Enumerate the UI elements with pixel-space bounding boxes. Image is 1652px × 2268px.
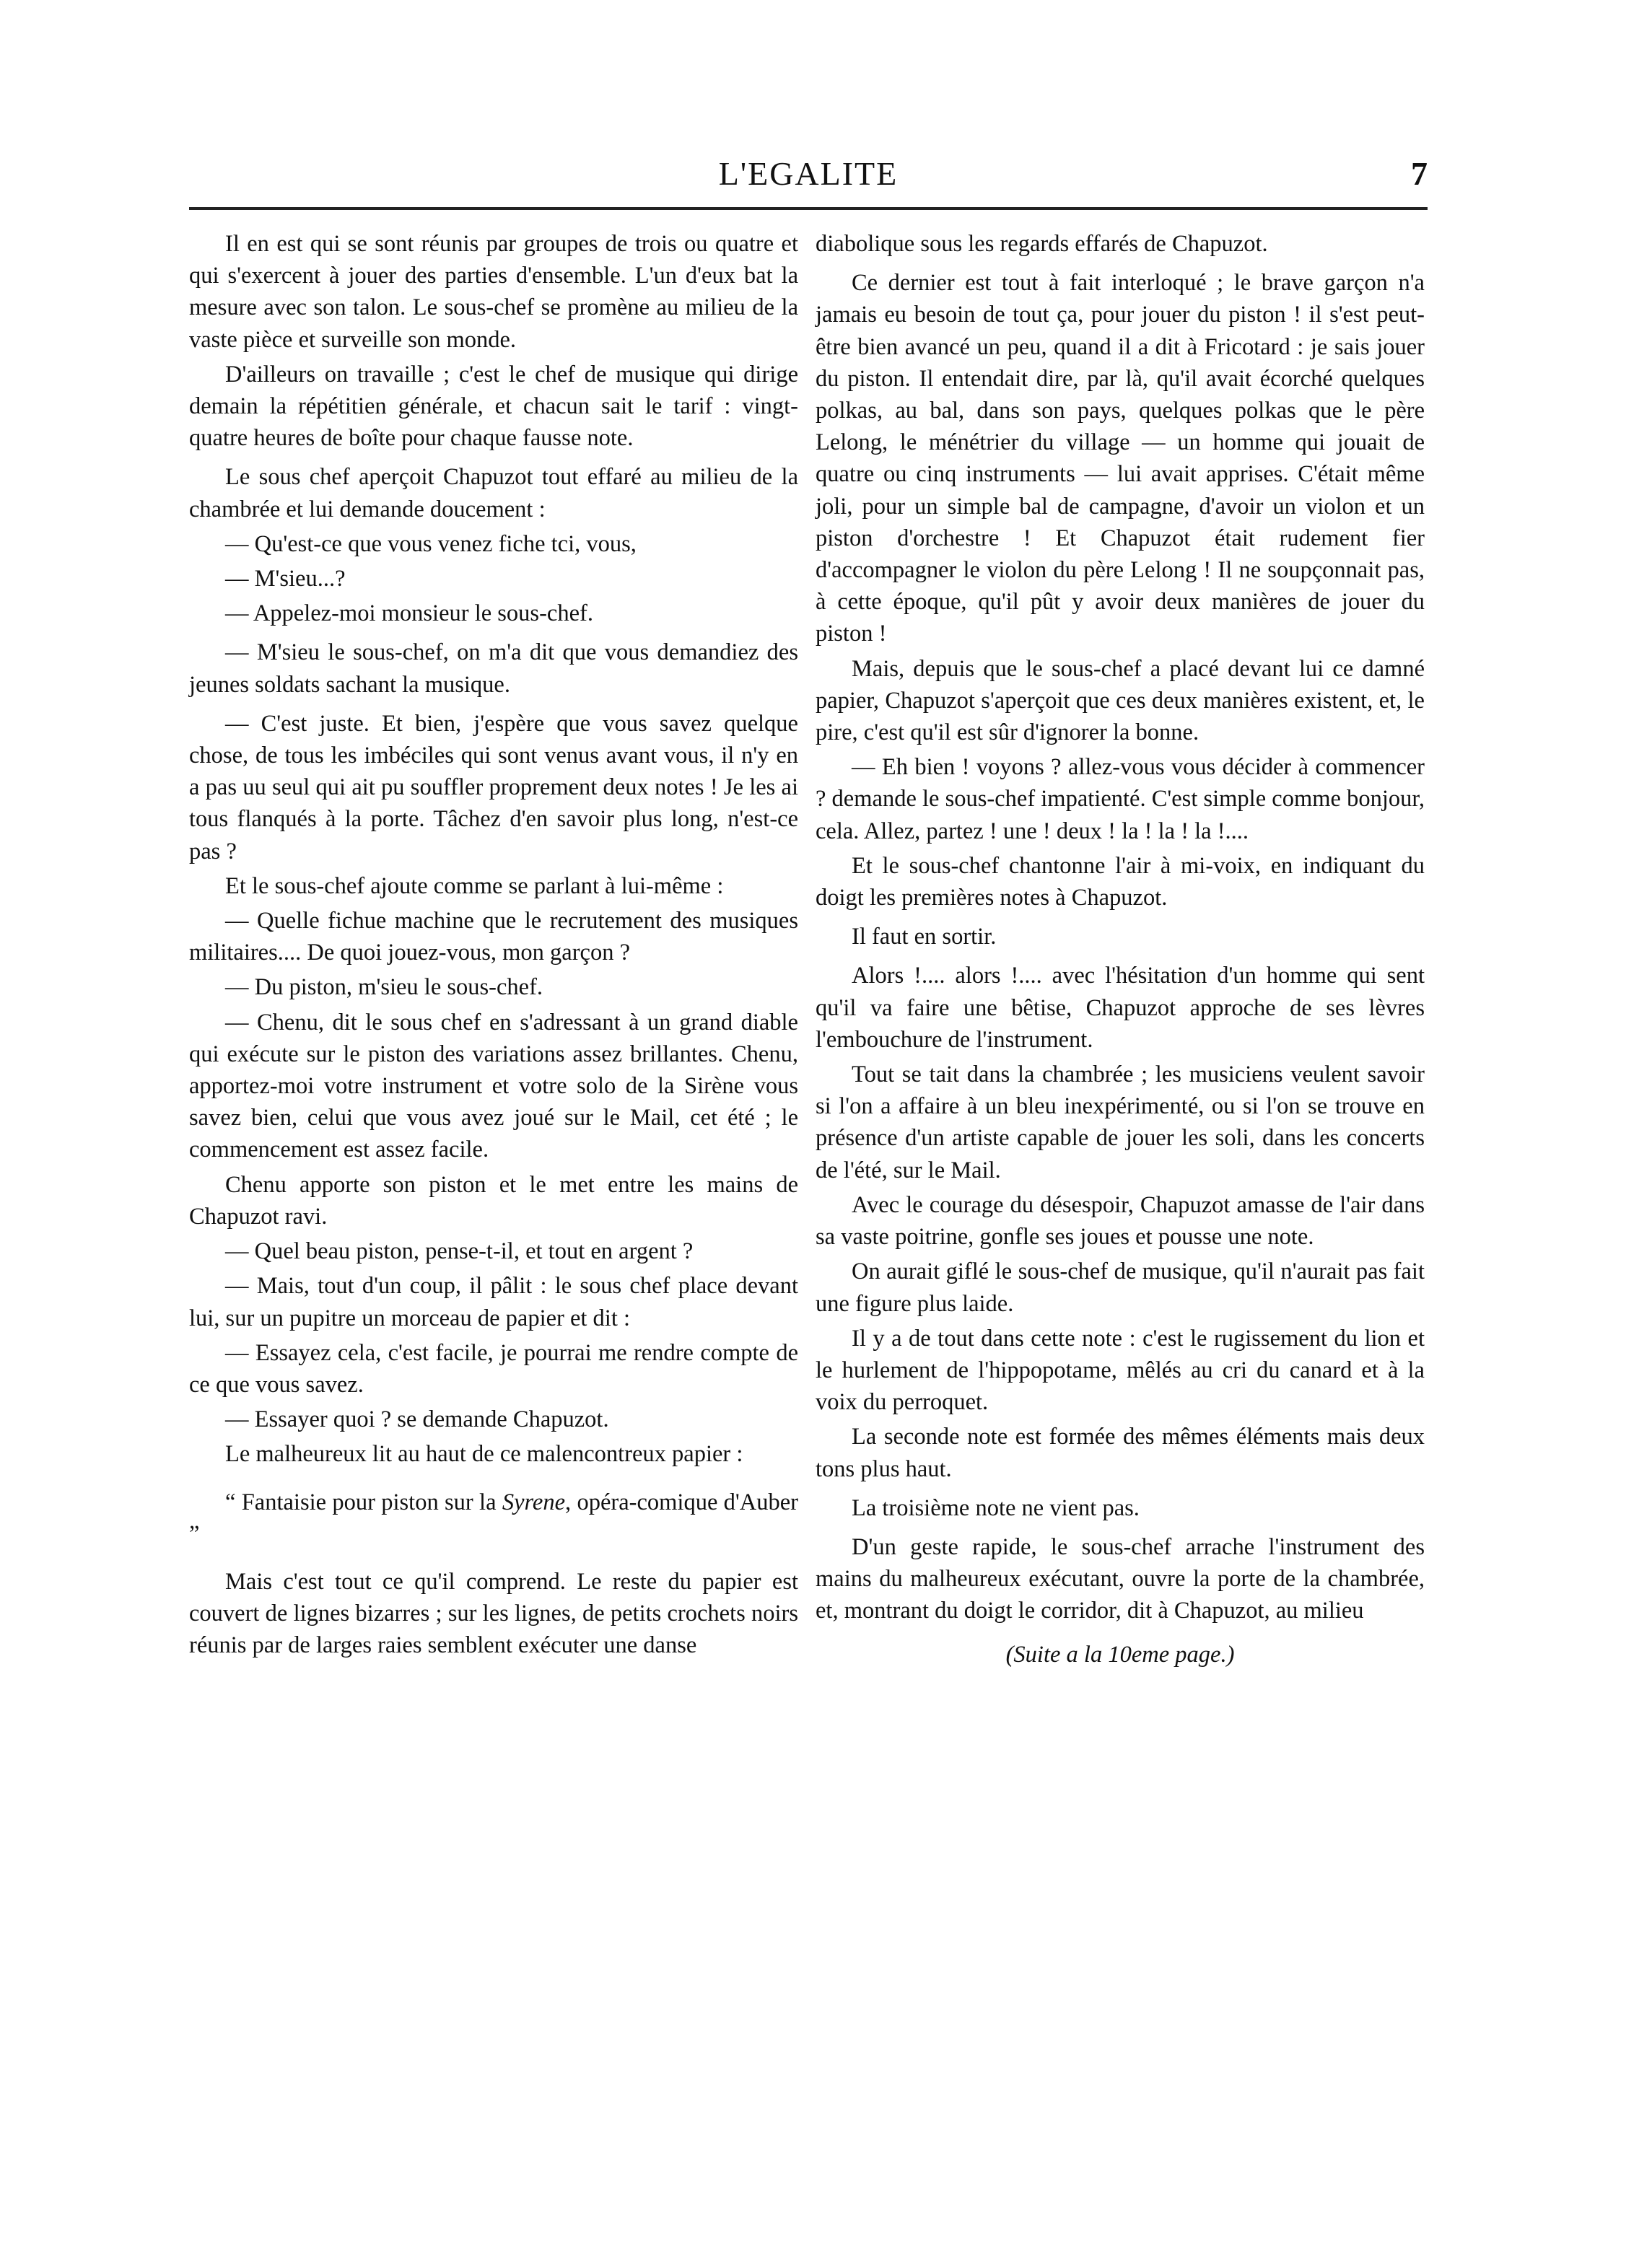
paragraph: Mais, depuis que le sous-chef a placé devant lui ce damné papier, Chapuzot s'aperçoit que ces deux manières existent, et, le pire, c'est qu'il est sûr d'ignorer la bonne.	[816, 655, 1425, 746]
dialogue-line: — C'est juste. Et bien, j'espère que vous savez quelque chose, de tous les imbéciles qui sont venus avant vous, il n'y en a pas uu seul qui ait pu souffler proprement deux notes ! Je les ai tous flanqués à la porte. Tâchez d'en savoir plus long, n'est-ce pas ?	[189, 710, 798, 864]
right-column	[816, 228, 1425, 1673]
paragraph: Et le sous-chef ajoute comme se parlant à lui-même :	[225, 872, 724, 899]
header-rule	[189, 207, 1428, 210]
page-number: 7	[1411, 155, 1428, 192]
paragraph: On aurait giflé le sous-chef de musique, qu'il n'aurait pas fait une figure plus laide.	[816, 1258, 1425, 1317]
dialogue-line: — Qu'est-ce que vous venez fiche tci, vous,	[225, 530, 637, 557]
paragraph: Alors !.... alors !.... avec l'hésitation d'un homme qui sent qu'il va faire une bêtise, Chapuzot approche de ses lèvres l'embouchure de l'instrument.	[816, 963, 1425, 1053]
dialogue-line: — M'sieu...?	[225, 566, 346, 592]
paragraph: Ce dernier est tout à fait interloqué ; le brave garçon n'a jamais eu besoin de tout ça, pour jouer du piston ! il s'est peut-être bien avancé un peu, quand il a dit à Fricotard : je sais jouer du piston. Il entendait dire, par là, qu'il avait écorché quelques polkas, au bal, dans son pays, quelques polkas que le père Lelong, le ménétrier du village — un homme qui jouait de quatre ou cinq instruments — lui avait apprises. C'était même joli, pour un simple bal de campagne, d'avoir un violon et un piston d'orchestre ! Et Chapuzot était rudement fier d'accompagner le violon du père Lelong ! Il ne soupçonnait pas, à cette époque, qu'il pût y avoir deux manières de jouer du piston !	[816, 270, 1425, 647]
quote-text: “ Fantaisie pour piston sur la	[225, 1489, 502, 1515]
left-column	[189, 228, 798, 1665]
paragraph: Et le sous-chef chantonne l'air à mi-voix, en indiquant du doigt les premières notes à Chapuzot.	[816, 852, 1425, 911]
dialogue-line: — Quelle fichue machine que le recrutement des musiques militaires.... De quoi jouez-vous, mon garçon ?	[189, 908, 798, 966]
paragraph: La seconde note est formée des mêmes éléments mais deux tons plus haut.	[816, 1424, 1425, 1482]
dialogue-line: — Essayer quoi ? se demande Chapuzot.	[225, 1406, 609, 1433]
paragraph: Avec le courage du désespoir, Chapuzot amasse de l'air dans sa vaste poitrine, gonfle ses joues et pousse une note.	[816, 1191, 1425, 1251]
dialogue-line: — Quel beau piston, pense-t-il, et tout en argent ?	[225, 1238, 694, 1265]
paragraph: Le sous chef aperçoit Chapuzot tout effaré au milieu de la chambrée et lui demande doucement :	[189, 464, 798, 522]
dialogue-line: — Mais, tout d'un coup, il pâlit : le sous chef place devant lui, sur un pupitre un morceau de papier et dit :	[189, 1273, 798, 1331]
dialogue-line: — Chenu, dit le sous chef en s'adressant à un grand diable qui exécute sur le piston des variations assez brillantes. Chenu, apportez-moi votre instrument et votre solo de la Sirène vous savez bien, celui que vous avez joué sur le Mail, cet été ; le commencement est assez facile.	[189, 1009, 798, 1163]
dialogue-line: — M'sieu le sous-chef, on m'a dit que vous demandiez des jeunes soldats sachant la musique.	[189, 639, 798, 698]
opera-title: Syrene	[502, 1489, 566, 1515]
paragraph: Tout se tait dans la chambrée ; les musiciens veulent savoir si l'on a affaire à un bleu inexpérimenté, ou si l'on se trouve en présence d'un artiste capable de jouer les soli, dans les concerts de l'été, sur le Mail.	[816, 1061, 1425, 1183]
running-title: L'EGALITE	[718, 155, 899, 192]
page-header	[189, 154, 1428, 195]
dialogue-line: — Du piston, m'sieu le sous-chef.	[225, 974, 543, 1001]
paragraph: D'ailleurs on travaille ; c'est le chef de musique qui dirige demain la répétitien générale, et chacun sait le tarif : vingt-quatre heures de boîte pour chaque fausse note.	[189, 361, 798, 452]
paragraph: Il faut en sortir.	[852, 924, 997, 950]
dialogue-line: — Eh bien ! voyons ? allez-vous vous décider à commencer ? demande le sous-chef impatienté. C'est simple comme bonjour, cela. Allez, partez ! une ! deux ! la ! la ! la !....	[816, 754, 1425, 844]
continuation-note: (Suite a la 10eme page.)	[1005, 1641, 1235, 1668]
paragraph: Il y a de tout dans cette note : c'est le rugissement du lion et le hurlement de l'hippopotame, mêlés au cri du canard et à la voix du perroquet.	[816, 1325, 1425, 1416]
paragraph: Mais c'est tout ce qu'il comprend. Le reste du papier est couvert de lignes bizarres ; sur les lignes, de petits crochets noirs réunis par de larges raies semblent exécuter une danse	[189, 1568, 798, 1659]
paragraph: Le malheureux lit au haut de ce malencontreux papier :	[225, 1441, 743, 1468]
quote-text: , opéra-comique d'Auber ”	[189, 1489, 798, 1547]
paragraph: D'un geste rapide, le sous-chef arrache l'instrument des mains du malheureux exécutant, ouvre la porte de la chambrée, et, montrant du doigt le corridor, dit à Chapuzot, au milieu	[816, 1533, 1425, 1624]
paragraph: diabolique sous les regards effarés de Chapuzot.	[816, 231, 1268, 257]
paragraph: La troisième note ne vient pas.	[852, 1494, 1140, 1521]
score-title-quote	[189, 1487, 798, 1550]
dialogue-line: — Appelez-moi monsieur le sous-chef.	[225, 600, 593, 627]
paragraph: Il en est qui se sont réunis par groupes de trois ou quatre et qui s'exercent à jouer des parties d'ensemble. L'un d'eux bat la mesure avec son talon. Le sous-chef se promène au milieu de la vaste pièce et surveille son monde.	[189, 231, 798, 353]
dialogue-line: — Essayez cela, c'est facile, je pourrai me rendre compte de ce que vous savez.	[189, 1339, 798, 1398]
paragraph: Chenu apporte son piston et le met entre les mains de Chapuzot ravi.	[189, 1171, 798, 1230]
